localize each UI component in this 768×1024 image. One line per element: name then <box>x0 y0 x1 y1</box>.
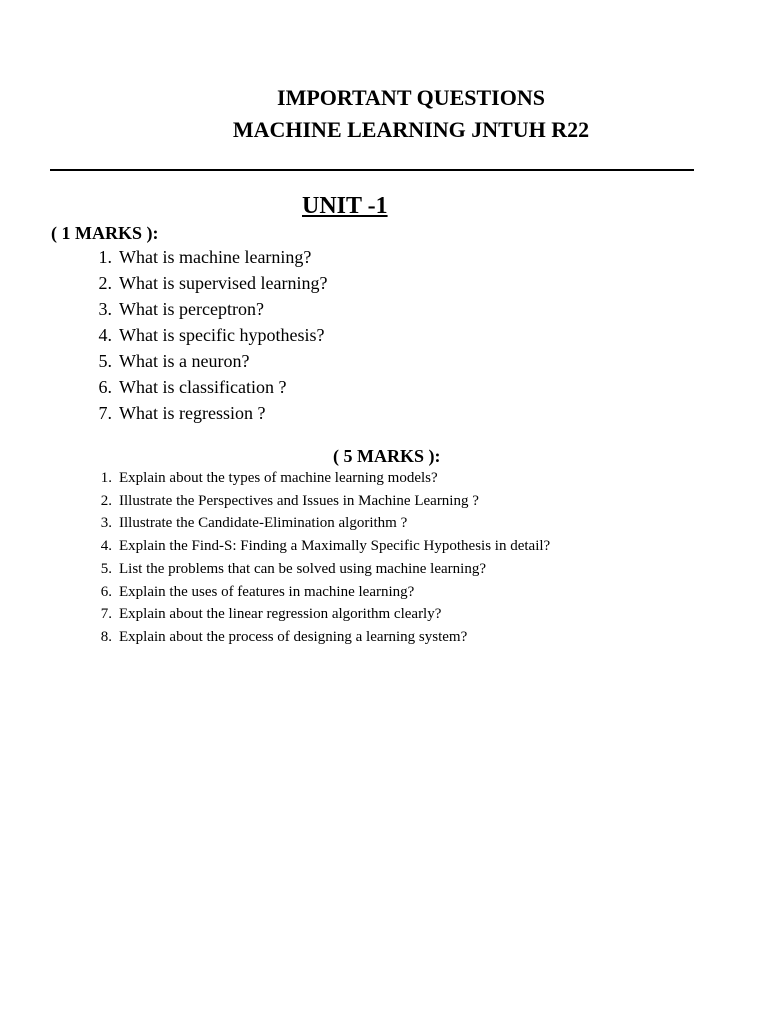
five-marks-heading: ( 5 MARKS ): <box>333 446 441 466</box>
question-number: 5. <box>100 560 112 577</box>
question-text: Explain the Find-S: Finding a Maximally Specific Hypothesis in detail? <box>119 538 551 555</box>
question-number: 5. <box>98 351 112 371</box>
question-item <box>98 270 328 296</box>
unit-heading: UNIT -1 <box>302 193 388 219</box>
question-number: 6. <box>100 583 112 600</box>
question-item <box>100 512 550 535</box>
question-number: 4. <box>100 538 112 555</box>
question-text: What is perceptron? <box>119 299 264 319</box>
question-item <box>98 348 327 374</box>
question-item <box>100 626 550 649</box>
question-text: List the problems that can be solved using machine learning? <box>119 560 486 577</box>
question-item <box>98 296 327 322</box>
one-marks-heading: ( 1 MARKS ): <box>51 223 159 243</box>
five-marks-question-list <box>100 467 551 649</box>
question-number: 8. <box>100 628 112 645</box>
question-item <box>98 374 327 400</box>
question-item <box>98 400 327 426</box>
question-text: What is specific hypothesis? <box>119 325 325 345</box>
one-marks-question-list <box>98 244 328 426</box>
document-title-line1: IMPORTANT QUESTIONS <box>277 85 545 110</box>
question-number: 7. <box>98 403 112 423</box>
horizontal-rule <box>50 169 694 171</box>
question-text: Explain about the types of machine learning models? <box>119 470 438 486</box>
question-item <box>100 558 550 581</box>
question-text: What is machine learning? <box>119 247 312 267</box>
question-text: What is classification ? <box>119 377 287 397</box>
question-text: What is a neuron? <box>119 351 250 371</box>
question-number: 1. <box>100 470 112 486</box>
question-text: What is regression ? <box>119 403 266 423</box>
question-item <box>100 581 550 604</box>
question-number: 3. <box>98 299 112 319</box>
question-number: 2. <box>100 492 112 509</box>
question-text: Explain about the linear regression algorithm clearly? <box>119 606 442 623</box>
question-text: Illustrate the Perspectives and Issues in Machine Learning ? <box>119 492 479 509</box>
question-text: Explain the uses of features in machine learning? <box>119 583 415 600</box>
question-number: 2. <box>98 273 112 293</box>
document-title-line2: MACHINE LEARNING JNTUH R22 <box>232 117 590 142</box>
question-number: 6. <box>98 377 112 397</box>
question-number: 1. <box>98 247 112 267</box>
question-item <box>100 603 550 626</box>
question-text: Explain about the process of designing a learning system? <box>119 628 468 645</box>
question-item <box>98 322 327 348</box>
question-number: 3. <box>100 515 112 532</box>
question-text: Illustrate the Candidate-Elimination algorithm ? <box>119 515 408 532</box>
question-number: 7. <box>100 606 112 623</box>
question-item <box>100 490 550 513</box>
question-text: What is supervised learning? <box>119 273 328 293</box>
question-number: 4. <box>98 325 112 345</box>
question-item <box>98 244 327 270</box>
question-item <box>100 467 550 490</box>
question-item <box>100 535 551 558</box>
